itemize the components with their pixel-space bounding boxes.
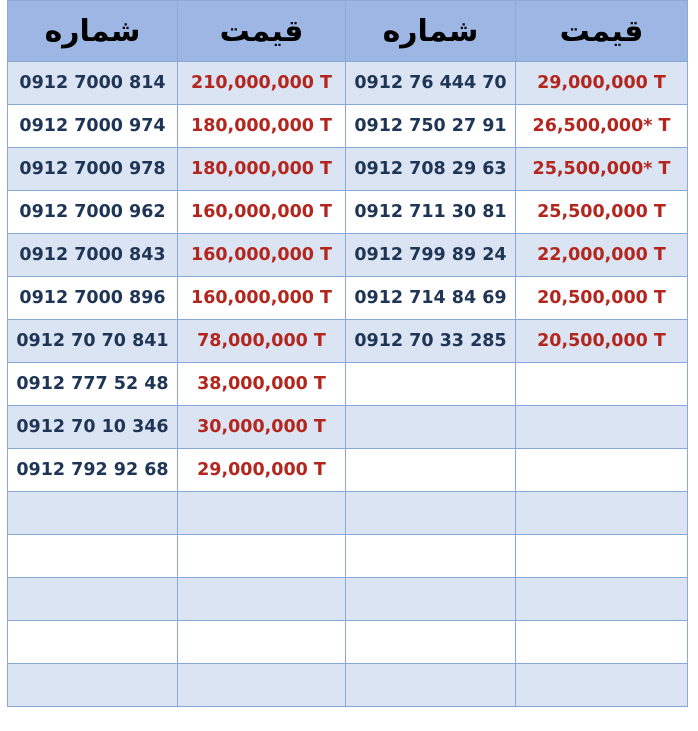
phone-number-cell: 0912 70 33 285 bbox=[346, 320, 516, 363]
table-row bbox=[8, 492, 688, 535]
price-cell: 38,000,000 T bbox=[178, 363, 346, 406]
phone-number-cell: 0912 708 29 63 bbox=[346, 148, 516, 191]
header-price-2: قیمت bbox=[516, 1, 688, 62]
header-row bbox=[8, 1, 688, 62]
phone-number-cell: 0912 7000 978 bbox=[8, 148, 178, 191]
price-cell: 210,000,000 T bbox=[178, 62, 346, 105]
price-cell: 25,500,000 T bbox=[516, 191, 688, 234]
price-cell: 30,000,000 T bbox=[178, 406, 346, 449]
price-cell bbox=[178, 578, 346, 621]
phone-number-cell: 0912 70 70 841 bbox=[8, 320, 178, 363]
price-cell: 160,000,000 T bbox=[178, 191, 346, 234]
phone-number-cell: 0912 7000 814 bbox=[8, 62, 178, 105]
price-cell bbox=[516, 578, 688, 621]
table-row bbox=[8, 578, 688, 621]
phone-number-cell bbox=[346, 406, 516, 449]
phone-number-cell bbox=[8, 578, 178, 621]
phone-number-cell bbox=[8, 664, 178, 707]
table-row bbox=[8, 234, 688, 277]
price-cell: 160,000,000 T bbox=[178, 234, 346, 277]
price-cell: 29,000,000 T bbox=[178, 449, 346, 492]
price-cell bbox=[516, 535, 688, 578]
table-row bbox=[8, 535, 688, 578]
phone-number-cell: 0912 711 30 81 bbox=[346, 191, 516, 234]
table-row bbox=[8, 664, 688, 707]
header-price-1: قیمت bbox=[178, 1, 346, 62]
price-cell: 180,000,000 T bbox=[178, 148, 346, 191]
phone-number-cell: 0912 76 444 70 bbox=[346, 62, 516, 105]
phone-number-cell bbox=[346, 363, 516, 406]
price-cell: 20,500,000 T bbox=[516, 277, 688, 320]
price-cell: 25,500,000* T bbox=[516, 148, 688, 191]
phone-number-cell: 0912 70 10 346 bbox=[8, 406, 178, 449]
phone-number-cell bbox=[346, 664, 516, 707]
price-cell bbox=[516, 664, 688, 707]
phone-number-cell bbox=[346, 449, 516, 492]
price-cell bbox=[516, 363, 688, 406]
price-cell: 22,000,000 T bbox=[516, 234, 688, 277]
table-row bbox=[8, 62, 688, 105]
price-list bbox=[7, 0, 687, 707]
phone-number-cell: 0912 792 92 68 bbox=[8, 449, 178, 492]
phone-number-cell: 0912 799 89 24 bbox=[346, 234, 516, 277]
table-row bbox=[8, 277, 688, 320]
phone-number-cell bbox=[346, 621, 516, 664]
table-row bbox=[8, 621, 688, 664]
header-number-2: شماره bbox=[346, 1, 516, 62]
price-cell: 29,000,000 T bbox=[516, 62, 688, 105]
phone-number-cell bbox=[8, 621, 178, 664]
table-row bbox=[8, 406, 688, 449]
table-row bbox=[8, 449, 688, 492]
price-table bbox=[7, 0, 688, 707]
phone-number-cell bbox=[346, 535, 516, 578]
phone-number-cell bbox=[8, 492, 178, 535]
price-cell bbox=[178, 664, 346, 707]
price-cell bbox=[178, 535, 346, 578]
table-row bbox=[8, 105, 688, 148]
phone-number-cell: 0912 7000 896 bbox=[8, 277, 178, 320]
price-cell: 20,500,000 T bbox=[516, 320, 688, 363]
price-cell bbox=[516, 406, 688, 449]
price-cell bbox=[516, 492, 688, 535]
phone-number-cell: 0912 714 84 69 bbox=[346, 277, 516, 320]
price-cell bbox=[178, 492, 346, 535]
price-cell: 78,000,000 T bbox=[178, 320, 346, 363]
phone-number-cell bbox=[346, 578, 516, 621]
table-row bbox=[8, 320, 688, 363]
table-row bbox=[8, 191, 688, 234]
price-cell: 180,000,000 T bbox=[178, 105, 346, 148]
phone-number-cell: 0912 7000 974 bbox=[8, 105, 178, 148]
phone-number-cell: 0912 7000 843 bbox=[8, 234, 178, 277]
header-number-1: شماره bbox=[8, 1, 178, 62]
price-cell: 160,000,000 T bbox=[178, 277, 346, 320]
table-row bbox=[8, 363, 688, 406]
price-cell bbox=[516, 449, 688, 492]
phone-number-cell: 0912 777 52 48 bbox=[8, 363, 178, 406]
phone-number-cell: 0912 750 27 91 bbox=[346, 105, 516, 148]
price-cell: 26,500,000* T bbox=[516, 105, 688, 148]
table-row bbox=[8, 148, 688, 191]
price-cell bbox=[178, 621, 346, 664]
price-cell bbox=[516, 621, 688, 664]
phone-number-cell: 0912 7000 962 bbox=[8, 191, 178, 234]
phone-number-cell bbox=[346, 492, 516, 535]
phone-number-cell bbox=[8, 535, 178, 578]
